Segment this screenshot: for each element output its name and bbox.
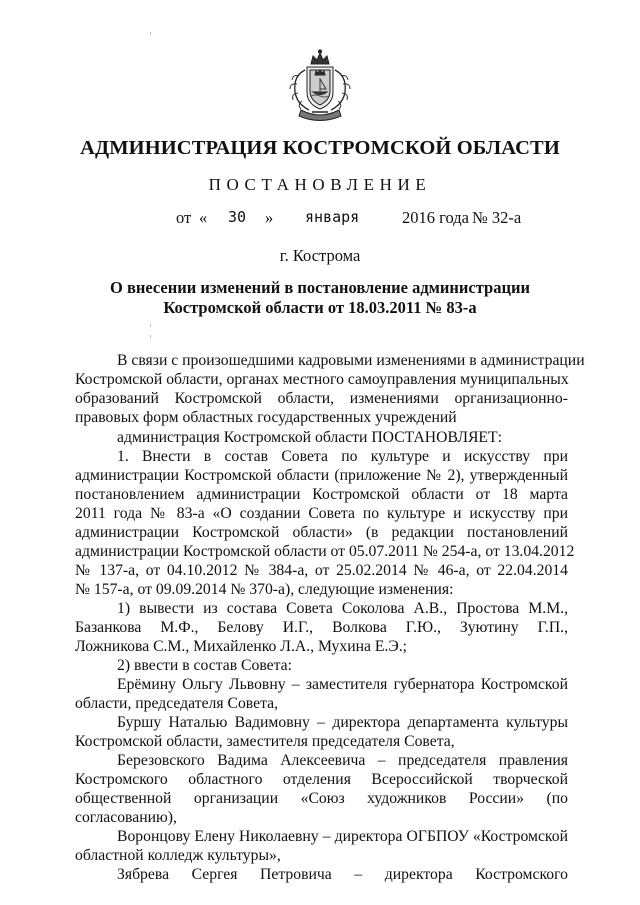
body-line: 2011 года № 83-а «О создании Совета по культуре и искусству при [75, 505, 568, 522]
body-line: Костромской области, заместителя председателя Совета, [75, 733, 455, 750]
body-line: области, председателя Совета, [75, 695, 279, 712]
body-line: постановлением администрации Костромской области от 18 марта [75, 486, 568, 503]
body-line: общественной организации «Союз художников России» (по [75, 790, 568, 807]
document-number: № 32-а [472, 208, 522, 227]
date-year: 2016 года [402, 208, 469, 227]
date-prefix: от [176, 208, 192, 227]
body-line: Буршу Наталью Вадимовну – директора департамента культуры [117, 714, 568, 731]
organization-name: АДМИНИСТРАЦИЯ КОСТРОМСКОЙ ОБЛАСТИ [80, 137, 560, 159]
scan-speck [150, 335, 151, 338]
scan-speck [150, 324, 151, 327]
body-line: В связи с произошедшими кадровыми изменениями в администрации [117, 352, 585, 369]
date-day: 30 [228, 208, 247, 226]
body-line: согласованию), [75, 809, 177, 826]
body-line: Ерёмину Ольгу Львовну – заместителя губернатора Костромской [117, 676, 568, 693]
city: г. Кострома [279, 246, 361, 265]
body-line: администрации Костромской области» (в редакции постановлений [75, 524, 568, 541]
body-line: 1. Внести в состав Совета по культуре и искусству при [117, 448, 568, 465]
body-line: 2) ввести в состав Совета: [117, 657, 292, 674]
body-line: Зябрева Сергея Петровича – директора Костромского [117, 866, 568, 883]
body-line: № 157-а, от 09.09.2014 № 370-а), следующие изменения: [75, 581, 454, 598]
document-title [0, 278, 640, 318]
body-line: Костромской области, органах местного самоуправления муниципальных [75, 371, 569, 388]
coat-of-arms-emblem [287, 48, 353, 124]
body-line: администрации Костромской области (приложение № 2), утвержденный [75, 467, 568, 484]
document-type: ПОСТАНОВЛЕНИЕ [208, 175, 432, 194]
body-line: 1) вывести из состава Совета Соколова А.В., Простова М.М., [117, 600, 568, 617]
body-line: № 137-а, от 04.10.2012 № 384-а, от 25.02.2014 № 46-а, от 22.04.2014 [75, 562, 568, 579]
date-close-quote: » [265, 208, 274, 227]
title-line-2: Костромской области от 18.03.2011 № 83-а [163, 298, 477, 317]
body-line: администрация Костромской области ПОСТАНОВЛЯЕТ: [117, 429, 502, 446]
body-line: администрации Костромской области от 05.07.2011 № 254-а, от 13.04.2012 [75, 543, 575, 560]
body-line: правовых форм областных государственных учреждений [75, 409, 457, 426]
body-line: Базанкова М.Ф., Белову И.Г., Волкова Г.Ю., Зуютину Г.П., [75, 619, 568, 636]
body-line: Березовского Вадима Алексеевича – председателя правления [117, 752, 568, 769]
body-line: образований Костромской области, изменениями организационно- [75, 390, 568, 407]
date-month: января [305, 208, 360, 226]
date-open-quote: « [199, 208, 208, 227]
body-line: Костромского областного отделения Всероссийской творческой [75, 771, 568, 788]
body-line: Воронцову Елену Николаевну – директора ОГБПОУ «Костромской [117, 828, 568, 845]
body-line: областной колледж культуры», [75, 847, 281, 864]
scan-speck [150, 32, 151, 35]
date-line [0, 208, 640, 230]
title-line-1: О внесении изменений в постановление администрации [109, 278, 531, 297]
body-line: Ложникова С.М., Михайленко Л.А., Мухина Е.Э.; [75, 638, 408, 655]
